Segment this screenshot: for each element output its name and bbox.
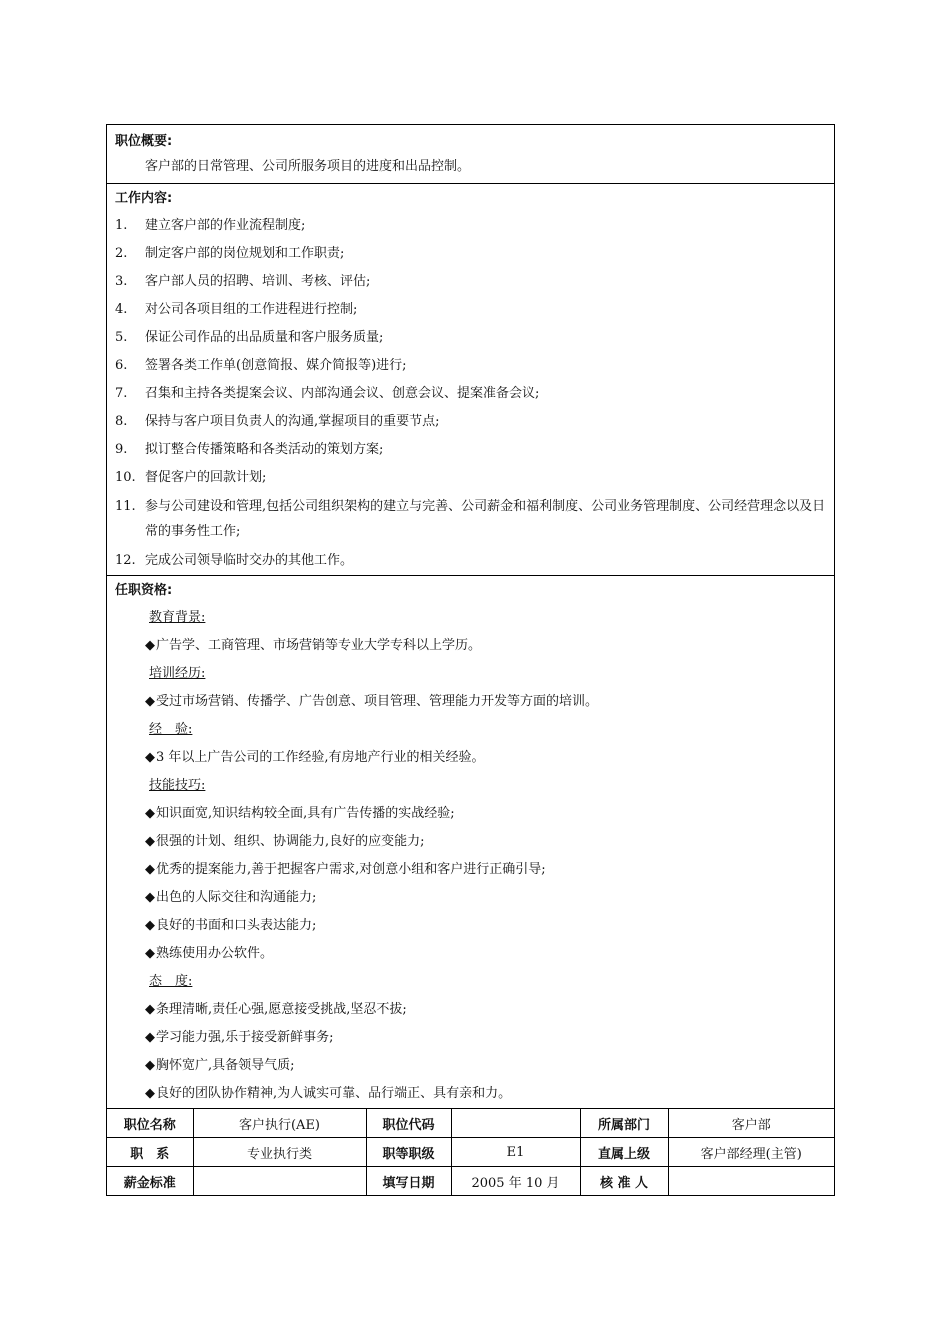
supervisor-label: 直属上级	[580, 1138, 668, 1167]
salary-value	[193, 1167, 366, 1196]
skill-text: 出色的人际交往和沟通能力;	[156, 890, 317, 905]
diamond-bullet-icon: ◆	[145, 890, 155, 905]
diamond-bullet-icon: ◆	[145, 946, 155, 961]
duty-item	[115, 268, 826, 296]
attitude-item	[145, 996, 826, 1024]
duty-number: 2.	[115, 246, 128, 261]
skill-item	[145, 856, 826, 884]
experience-text: 3 年以上广告公司的工作经验,有房地产行业的相关经验。	[156, 750, 485, 765]
overview-title: 职位概要:	[115, 134, 173, 149]
duty-text: 制定客户部的岗位规划和工作职责;	[145, 246, 345, 261]
overview-text: 客户部的日常管理、公司所服务项目的进度和出品控制。	[145, 159, 471, 174]
diamond-bullet-icon: ◆	[145, 918, 155, 933]
job-description-form	[106, 124, 835, 1196]
diamond-bullet-icon: ◆	[145, 862, 155, 877]
supervisor-value: 客户部经理(主管)	[668, 1138, 834, 1167]
overview-section	[107, 125, 834, 184]
duty-number: 9.	[115, 442, 128, 457]
duty-item	[115, 380, 826, 408]
duty-number: 4.	[115, 302, 128, 317]
duty-text: 督促客户的回款计划;	[145, 470, 267, 485]
education-text: 广告学、工商管理、市场营销等专业大学专科以上学历。	[156, 638, 482, 653]
diamond-bullet-icon: ◆	[145, 834, 155, 849]
duty-text: 完成公司领导临时交办的其他工作。	[145, 553, 354, 568]
skill-item	[145, 800, 826, 828]
duty-number: 7.	[115, 386, 128, 401]
attitude-text: 条理清晰,责任心强,愿意接受挑战,坚忍不拔;	[156, 1002, 407, 1017]
duty-text: 保持与客户项目负责人的沟通,掌握项目的重要节点;	[145, 414, 440, 429]
skill-text: 熟练使用办公软件。	[156, 946, 274, 961]
duty-item	[115, 296, 826, 324]
duty-number: 12.	[115, 553, 136, 568]
duty-text: 客户部人员的招聘、培训、考核、评估;	[145, 274, 371, 289]
grade-value: E1	[451, 1138, 580, 1167]
training-label: 培训经历:	[149, 666, 206, 681]
diamond-bullet-icon: ◆	[145, 1002, 155, 1017]
skill-text: 很强的计划、组织、协调能力,良好的应变能力;	[156, 834, 425, 849]
series-value: 专业执行类	[193, 1138, 366, 1167]
position-meta-table	[107, 1109, 834, 1195]
skills-label: 技能技巧:	[149, 778, 206, 793]
skill-text: 知识面宽,知识结构较全面,具有广告传播的实战经验;	[156, 806, 455, 821]
approver-value	[668, 1167, 834, 1196]
diamond-bullet-icon: ◆	[145, 806, 155, 821]
duty-item	[115, 547, 826, 575]
training-item	[145, 688, 826, 716]
department-value: 客户部	[668, 1109, 834, 1138]
qualifications-section	[107, 576, 834, 1109]
meta-row	[107, 1138, 834, 1167]
skill-item	[145, 828, 826, 856]
duty-number: 8.	[115, 414, 128, 429]
qualifications-body	[115, 604, 826, 1108]
education-item	[145, 632, 826, 660]
duty-item	[115, 324, 826, 352]
qualifications-title: 任职资格:	[115, 583, 173, 598]
duty-text: 参与公司建设和管理,包括公司组织架构的建立与完善、公司薪金和福利制度、公司业务管理制度、公司经营理念以及日常的事务性工作;	[145, 499, 826, 539]
attitude-text: 学习能力强,乐于接受新鲜事务;	[156, 1030, 334, 1045]
attitude-label: 态 度:	[149, 974, 193, 989]
salary-label: 薪金标准	[107, 1167, 193, 1196]
position-name-label: 职位名称	[107, 1109, 193, 1138]
duty-text: 对公司各项目组的工作进程进行控制;	[145, 302, 358, 317]
approver-label: 核 准 人	[580, 1167, 668, 1196]
position-name-value: 客户执行(AE)	[193, 1109, 366, 1138]
education-label: 教育背景:	[149, 610, 206, 625]
department-label: 所属部门	[580, 1109, 668, 1138]
duties-title: 工作内容:	[115, 191, 173, 206]
skill-item	[145, 884, 826, 912]
duty-text: 召集和主持各类提案会议、内部沟通会议、创意会议、提案准备会议;	[145, 386, 540, 401]
skill-text: 优秀的提案能力,善于把握客户需求,对创意小组和客户进行正确引导;	[156, 862, 546, 877]
duty-number: 10.	[115, 470, 136, 485]
duty-number: 11.	[115, 499, 136, 514]
series-label: 职 系	[107, 1138, 193, 1167]
duty-text: 建立客户部的作业流程制度;	[145, 218, 306, 233]
duty-item	[115, 352, 826, 380]
position-code-value	[451, 1109, 580, 1138]
meta-row	[107, 1109, 834, 1138]
duty-text: 拟订整合传播策略和各类活动的策划方案;	[145, 442, 384, 457]
diamond-bullet-icon: ◆	[145, 1058, 155, 1073]
attitude-item	[145, 1052, 826, 1080]
duty-number: 6.	[115, 358, 128, 373]
meta-row	[107, 1167, 834, 1196]
date-value: 2005 年 10 月	[451, 1167, 580, 1196]
duties-section	[107, 184, 834, 576]
skill-text: 良好的书面和口头表达能力;	[156, 918, 317, 933]
diamond-bullet-icon: ◆	[145, 1030, 155, 1045]
experience-item	[145, 744, 826, 772]
skill-item	[145, 912, 826, 940]
attitude-text: 良好的团队协作精神,为人诚实可靠、品行端正、具有亲和力。	[156, 1086, 512, 1101]
experience-label: 经 验:	[149, 722, 193, 737]
duty-item	[115, 408, 826, 436]
duty-number: 5.	[115, 330, 128, 345]
grade-label: 职等职级	[366, 1138, 451, 1167]
attitude-item	[145, 1024, 826, 1052]
position-code-label: 职位代码	[366, 1109, 451, 1138]
diamond-bullet-icon: ◆	[145, 750, 155, 765]
duty-text: 保证公司作品的出品质量和客户服务质量;	[145, 330, 384, 345]
duty-item	[115, 212, 826, 240]
attitude-item	[145, 1080, 826, 1108]
diamond-bullet-icon: ◆	[145, 1086, 155, 1101]
duty-item	[115, 492, 826, 547]
duty-number: 1.	[115, 218, 128, 233]
training-text: 受过市场营销、传播学、广告创意、项目管理、管理能力开发等方面的培训。	[156, 694, 599, 709]
diamond-bullet-icon: ◆	[145, 694, 155, 709]
duty-item	[115, 464, 826, 492]
skill-item	[145, 940, 826, 968]
diamond-bullet-icon: ◆	[145, 638, 155, 653]
duty-item	[115, 240, 826, 268]
duty-text: 签署各类工作单(创意简报、媒介简报等)进行;	[145, 358, 407, 373]
date-label: 填写日期	[366, 1167, 451, 1196]
duty-item	[115, 436, 826, 464]
duty-number: 3.	[115, 274, 128, 289]
attitude-text: 胸怀宽广,具备领导气质;	[156, 1058, 295, 1073]
